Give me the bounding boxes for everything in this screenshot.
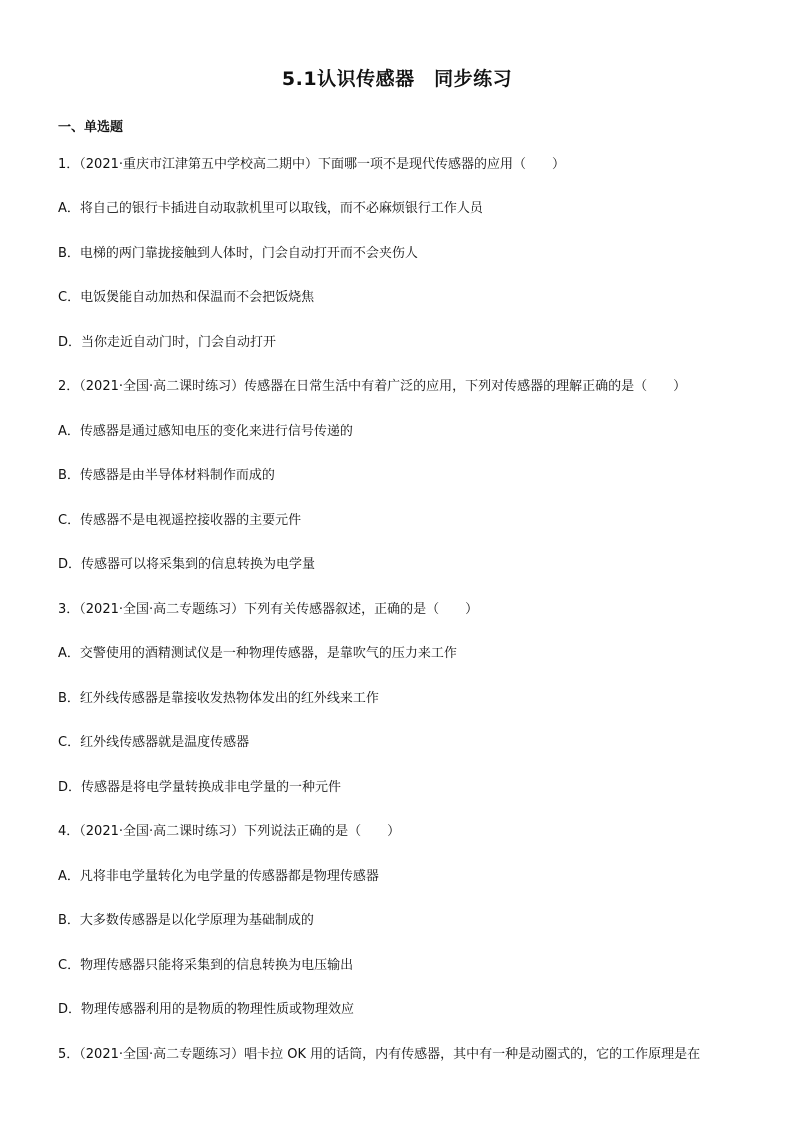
question-1-option-a: A．将自己的银行卡插进自动取款机里可以取钱，而不必麻烦银行工作人员 (58, 201, 483, 216)
question-1-stem: 1．（2021·重庆市江津第五中学校高二期中）下面哪一项不是现代传感器的应用（ ） (58, 157, 565, 172)
question-3-stem: 3．（2021·全国·高二专题练习）下列有关传感器叙述，正确的是（ ） (58, 602, 479, 617)
question-4-option-a: A．凡将非电学量转化为电学量的传感器都是物理传感器 (58, 869, 379, 884)
document-title: 5.1认识传感器 同步练习 (281, 68, 513, 90)
question-4-option-d: D．物理传感器利用的是物质的物理性质或物理效应 (58, 1002, 355, 1017)
question-1-option-c: C．电饭煲能自动加热和保温而不会把饭烧焦 (58, 290, 315, 305)
question-3-option-c: C．红外线传感器就是温度传感器 (58, 735, 250, 750)
question-2-stem: 2．（2021·全国·高二课时练习）传感器在日常生活中有着广泛的应用，下列对传感器的理解正确的是（ ） (58, 379, 687, 394)
question-2-option-c: C．传感器不是电视遥控接收器的主要元件 (58, 513, 302, 528)
question-2-option-b: B．传感器是由半导体材料制作而成的 (58, 468, 275, 483)
question-1-option-d: D．当你走近自动门时，门会自动打开 (58, 335, 277, 350)
question-2-option-d: D．传感器可以将采集到的信息转换为电学量 (58, 557, 316, 572)
question-3-option-b: B．红外线传感器是靠接收发热物体发出的红外线来工作 (58, 691, 379, 706)
question-2-option-a: A．传感器是通过感知电压的变化来进行信号传递的 (58, 424, 353, 439)
section-heading: 一、单选题 (58, 120, 124, 135)
question-4-option-c: C．物理传感器只能将采集到的信息转换为电压输出 (58, 958, 354, 973)
question-3-option-d: D．传感器是将电学量转换成非电学量的一种元件 (58, 780, 342, 795)
question-3-option-a: A．交警使用的酒精测试仪是一种物理传感器，是靠吹气的压力来工作 (58, 646, 457, 661)
question-1-option-b: B．电梯的两门靠拢接触到人体时，门会自动打开而不会夹伤人 (58, 246, 418, 261)
question-4-stem: 4．（2021·全国·高二课时练习）下列说法正确的是（ ） (58, 824, 401, 839)
question-5-stem: 5．（2021·全国·高二专题练习）唱卡拉 OK 用的话筒，内有传感器，其中有一种是动圈式的，它的工作原理是在 (58, 1047, 701, 1062)
question-4-option-b: B．大多数传感器是以化学原理为基础制成的 (58, 913, 314, 928)
